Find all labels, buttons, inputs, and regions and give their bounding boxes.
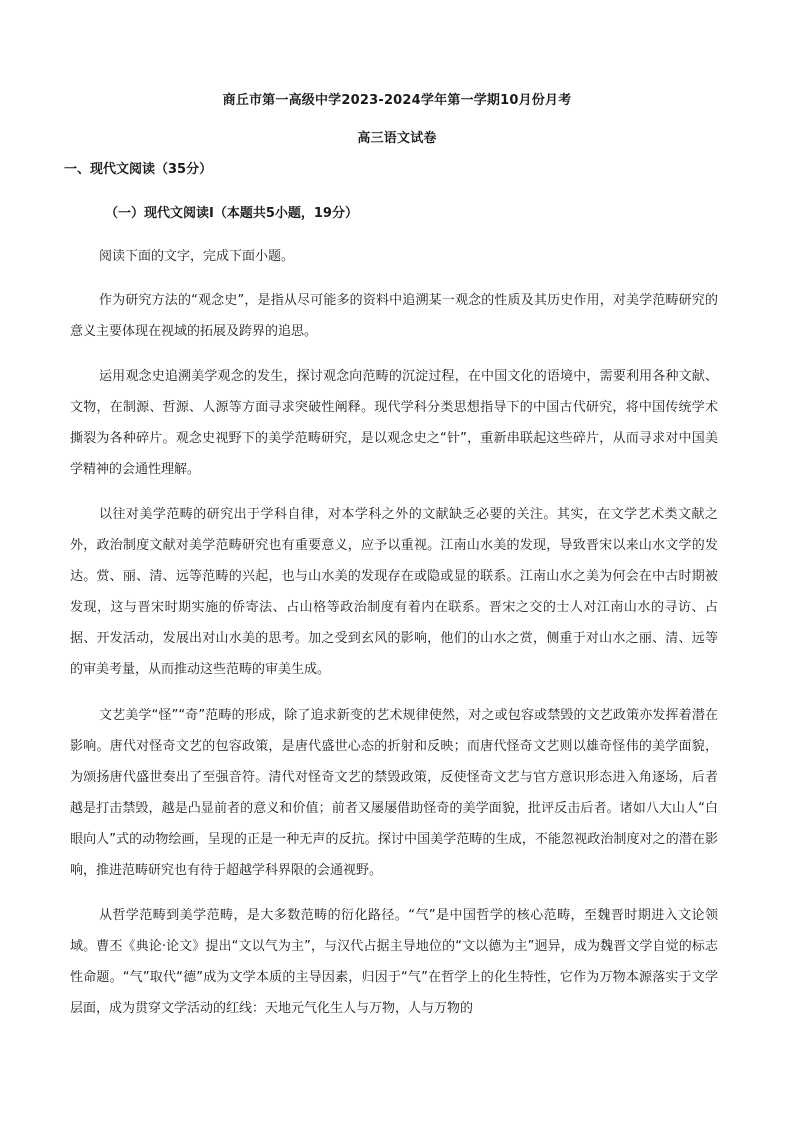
section-subheading: （一）现代文阅读Ⅰ（本题共5小题，19分）: [105, 206, 358, 221]
passage-paragraph: 运用观念史追溯美学观念的发生，探讨观念向范畴的沉淀过程，在中国文化的语境中，需要利用各种文献、文物，在制源、哲源、人源等方面寻求突破性阐释。现代学科分类思想指导下的中国古代研究，将中国传统学术撕裂为各种碎片。观念史视野下的美学范畴研究，是以观念史之“针”，重新串联起这些碎片，从而寻求对中国美学精神的会通性理解。: [70, 369, 718, 477]
passage-paragraph: 作为研究方法的“观念史”，是指从尽可能多的资料中追溯某一观念的性质及其历史作用，对美学范畴研究的意义主要体现在视域的拓展及跨界的追思。: [70, 293, 718, 339]
reading-instruction: 阅读下面的文字，完成下面小题。: [99, 249, 295, 264]
passage-paragraph: 文艺美学“怪”“奇”范畴的形成，除了追求新变的艺术规律使然，对之或包容或禁毁的文艺政策亦发挥着潜在影响。唐代对怪奇文艺的包容政策，是唐代盛世心态的折射和反映；而唐代怪奇文艺则以雄奇怪伟的美学面貌，为颂扬唐代盛世奏出了至强音符。清代对怪奇文艺的禁毁政策，反使怪奇文艺与官方意识形态进入角逐场，后者越是打击禁毁，越是凸显前者的意义和价值；前者又屡屡借助怪奇的美学面貌，批评反击后者。诸如八大山人“白眼向人”式的动物绘画，呈现的正是一种无声的反抗。探讨中国美学范畴的生成，不能忽视政治制度对之的潜在影响，推进范畴研究也有待于超越学科界限的会通视野。: [70, 708, 718, 878]
passage-paragraph: 从哲学范畴到美学范畴，是大多数范畴的衍化路径。“气”是中国哲学的核心范畴，至魏晋时期进入文论领域。曹丕《典论·论文》提出“文以气为主”，与汉代占据主导地位的“文以德为主”迥异，成为魏晋文学自觉的标志性命题。“气”取代“德”成为文学本质的主导因素，归因于“气”在哲学上的化生特性，它作为万物本源落实于文学层面，成为贯穿文学活动的红线：天地元气化生人与万物，人与万物的: [70, 908, 718, 1016]
exam-subtitle: 高三语文试卷: [357, 131, 437, 146]
section-heading: 一、现代文阅读（35分）: [64, 162, 213, 177]
passage-paragraph: 以往对美学范畴的研究出于学科自律，对本学科之外的文献缺乏必要的关注。其实，在文学艺术类文献之外，政治制度文献对美学范畴研究也有重要意义，应予以重视。江南山水美的发现，导致晋宋以来山水文学的发达。赏、丽、清、远等范畴的兴起，也与山水美的发现存在或隐或显的联系。江南山水之美为何会在中古时期被发现，这与晋宋时期实施的侨寄法、占山格等政治制度有着内在联系。晋宋之交的士人对江南山水的寻访、占据、开发活动，发展出对山水美的思考。加之受到玄风的影响，他们的山水之赏，侧重于对山水之丽、清、远等的审美考量，从而推动这些范畴的审美生成。: [70, 507, 718, 677]
exam-title: 商丘市第一高级中学2023-2024学年第一学期10月份月考: [222, 93, 572, 108]
